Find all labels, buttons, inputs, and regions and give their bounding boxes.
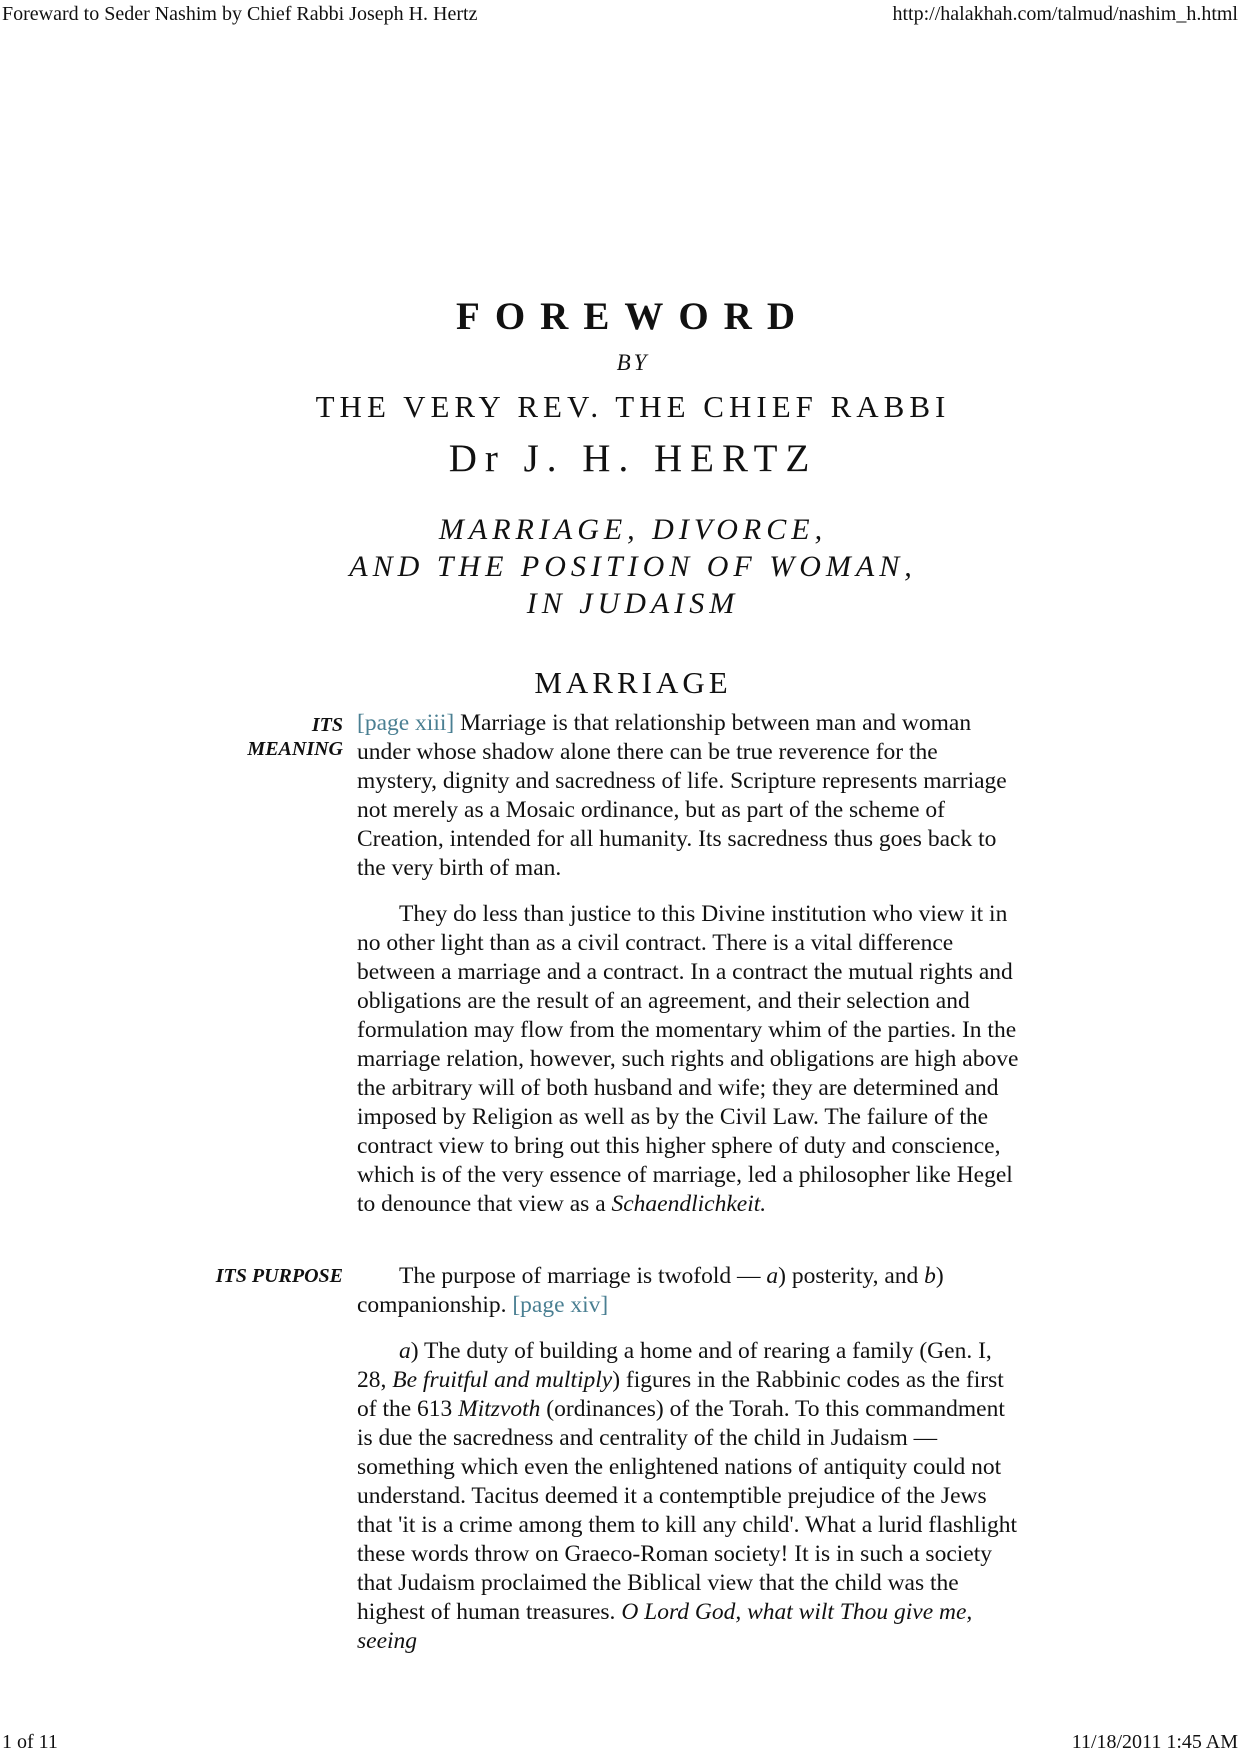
paragraph-text: The purpose of marriage is twofold — bbox=[399, 1263, 767, 1289]
page-link-xiii[interactable]: [page xiii] bbox=[357, 710, 455, 736]
paragraph-text: ) The duty of building a home and of rearing a family (Gen. I, 28, bbox=[357, 1338, 992, 1393]
paragraph-contract bbox=[357, 900, 1019, 1219]
margin-note-line-1: ITS bbox=[311, 714, 343, 736]
paragraph-meaning bbox=[357, 709, 1019, 883]
header-url: http://halakhah.com/talmud/nashim_h.html bbox=[892, 3, 1238, 25]
emphasis-text: O Lord God, what wilt Thou give me, seeing bbox=[357, 1599, 973, 1654]
body-text-lower bbox=[357, 1262, 1019, 1673]
paragraph-text: They do less than justice to this Divine institution who view it in no other light than as a civil contract. There is a vital difference between a marriage and a contract. In a contract the mutual rights and obligations are the result of an agreement, and their selection and formulation may flow from the momentary whim of the parties. In the marriage relation, however, such rights and obligations are high above the arbitrary will of both husband and wife; they are determined and imposed by Religion as well as by the Civil Law. The failure of the contract view to bring out this higher sphere of duty and conscience, which is of the very essence of marriage, led a philosopher like Hegel to denounce that view as a bbox=[357, 901, 1019, 1217]
paragraph-text: ) posterity, and bbox=[778, 1263, 925, 1289]
subtitle bbox=[0, 511, 1240, 622]
margin-note-its-meaning bbox=[143, 713, 343, 761]
emphasis-text: Mitzvoth bbox=[458, 1396, 541, 1422]
subtitle-line-3: IN JUDAISM bbox=[526, 587, 740, 620]
subtitle-line-2: AND THE POSITION OF WOMAN, bbox=[349, 550, 917, 583]
section-heading-marriage: MARRIAGE bbox=[534, 665, 732, 700]
foreword-heading: FOREWORD bbox=[456, 295, 810, 338]
rabbi-title: THE VERY REV. THE CHIEF RABBI bbox=[315, 389, 951, 424]
by-line: BY bbox=[616, 350, 650, 375]
margin-note-line-2: MEANING bbox=[247, 738, 343, 760]
author-name: Dr J. H. HERTZ bbox=[448, 437, 818, 480]
emphasis-text: Be fruitful and multiply bbox=[392, 1367, 613, 1393]
body-text-upper bbox=[357, 709, 1019, 1236]
paragraph-purpose bbox=[357, 1262, 1019, 1320]
emphasis-text: a bbox=[399, 1338, 411, 1364]
emphasis-text: Schaendlichkeit. bbox=[611, 1191, 767, 1217]
paragraph-text: ) companionship. bbox=[357, 1263, 944, 1318]
paragraph-text: ) figures in the Rabbinic codes as the first of the 613 bbox=[357, 1367, 1004, 1422]
margin-note-its-purpose: ITS PURPOSE bbox=[215, 1265, 343, 1287]
footer-page-count: 1 of 11 bbox=[2, 1731, 58, 1753]
paragraph-text: (ordinances) of the Torah. To this commandment is due the sacredness and centrality of the child in Judaism — something which even the enlightened nations of antiquity could not understand. Tacitus deemed it a contemptible prejudice of the Jews that 'it is a crime among them to kill any child'. What a lurid flashlight these words throw on Graeco-Roman society! It is in such a society that Judaism proclaimed the Biblical view that the child was the highest of human treasures. bbox=[357, 1396, 1018, 1625]
page-link-xiv[interactable]: [page xiv] bbox=[512, 1292, 609, 1318]
subtitle-line-1: MARRIAGE, DIVORCE, bbox=[438, 513, 828, 546]
paragraph-text: Marriage is that relationship between man and woman under whose shadow alone there can be true reverence for the mystery, dignity and sacredness of life. Scripture represents marriage not merely as a Mosaic ordinance, but as part of the scheme of Creation, intended for all humanity. Its sacredness thus goes back to the very birth of man. bbox=[357, 710, 1007, 881]
paragraph-posterity bbox=[357, 1337, 1019, 1656]
header-title: Foreward to Seder Nashim by Chief Rabbi Joseph H. Hertz bbox=[2, 3, 478, 25]
footer-datetime: 11/18/2011 1:45 AM bbox=[1071, 1731, 1238, 1753]
emphasis-text: b bbox=[924, 1263, 936, 1289]
emphasis-text: a bbox=[766, 1263, 779, 1289]
